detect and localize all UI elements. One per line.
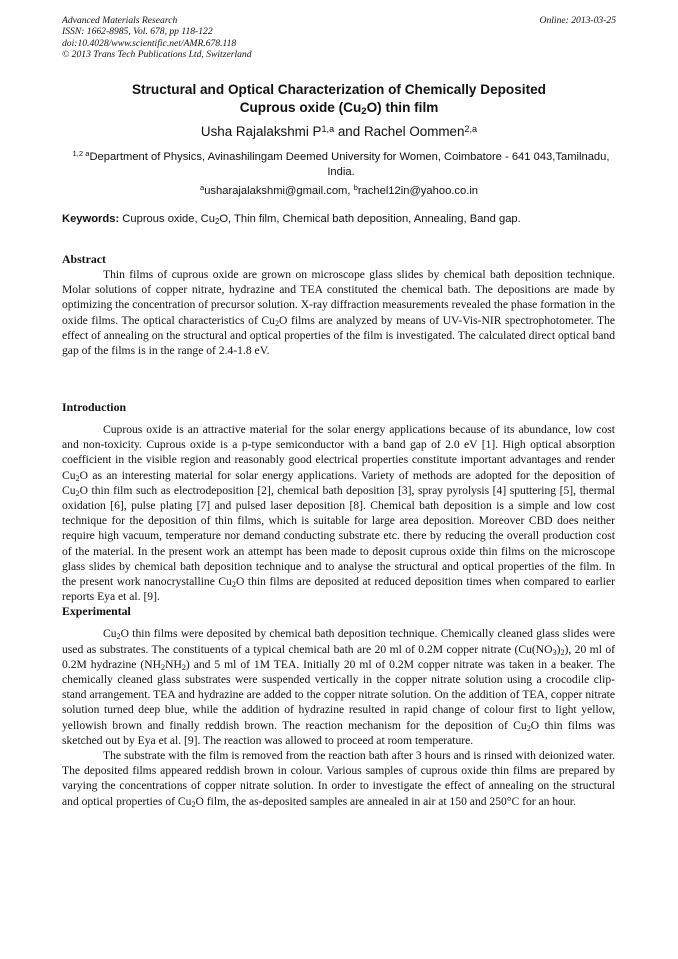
keywords — [62, 212, 618, 227]
paragraph-text: O thin film such as electrodeposition [2], chemical bath deposition [3], spray pyrolysis [4] sputtering [5], thermal oxidation [6], pulse plating [7] and pulsed laser deposition [8]. Chemical bath deposition is a simple and low cost technique for the deposition of thin films, which is suitable for large area deposition. Moreover CBD does neither require high vacuum, temperature nor demand conducting substrate etc. there by reducing the overall production cost of the material. In the present work an attempt has been made to deposit cuprous oxide thin films on the microscope glass slides by chemical bath deposition technique and to analyse the structural and optical properties of the film. In the present work nanocrystalline Cu — [62, 483, 615, 589]
paragraph-text: ), 20 ml of 0.2M hydrazine (NH — [62, 642, 615, 671]
online-date: Online: 2013-03-25 — [539, 15, 616, 26]
abstract-heading: Abstract — [62, 252, 106, 266]
author-emails — [62, 184, 616, 199]
paragraph-text: O films are analyzed by means of UV-Vis-NIR spectrophotometer. The effect of annealing on the structural and optical properties of the film is investigated. The calculated direct optical band gap of the films is in the range of 2.4-1.8 eV. — [62, 313, 616, 358]
paragraph-subscript: 2 — [181, 662, 186, 672]
author-superscript: 1,a — [321, 124, 335, 134]
title-text: O) thin film — [366, 100, 439, 115]
paragraph-text: Thin films of cuprous oxide are grown on microscope glass slides by chemical bath deposition technique. Molar solutions of copper nitrate, hydrazine and TEA constituted the chemical bath. The depositions are made by optimizing the concentration of precursor solution. X-ray diffraction measurements revealed the phase formation in the oxide films. The optical characteristics of Cu — [62, 268, 615, 327]
paragraph-subscript: 2 — [231, 580, 236, 590]
journal-copyright: © 2013 Trans Tech Publications Ltd, Switzerland — [62, 49, 252, 61]
journal-header — [62, 15, 616, 61]
title-line-1: Structural and Optical Characterization of Chemically Deposited — [132, 82, 546, 97]
journal-issn: ISSN: 1662-8985, Vol. 678, pp 118-122 — [62, 26, 213, 38]
paragraph-text: ) — [556, 642, 561, 656]
paragraph-subscript: 3 — [552, 647, 557, 657]
paragraph-subscript: 2 — [274, 318, 280, 328]
introduction-heading: Introduction — [62, 400, 127, 414]
paragraph-subscript: 2 — [161, 662, 166, 672]
paragraph-subscript: 2 — [191, 799, 196, 809]
paper-title — [62, 81, 616, 117]
author-list — [62, 124, 616, 140]
paragraph-text: Cu — [103, 627, 117, 641]
title-line-2 — [62, 99, 616, 117]
affiliation — [72, 150, 610, 180]
author-name: Usha Rajalakshmi P — [200, 124, 322, 139]
journal-name: Advanced Materials Research — [62, 15, 178, 26]
email-superscript: a — [199, 183, 205, 192]
author-superscript: 2,a — [464, 124, 478, 134]
journal-doi: doi:10.4028/www.scientific.net/AMR.678.118 — [62, 37, 237, 49]
keywords-label: Keywords: — [62, 213, 120, 225]
experimental-paragraph — [62, 748, 615, 809]
paragraph-subscript: 2 — [116, 632, 121, 642]
affiliation-text: Department of Physics, Avinashilingam Deemed University for Women, Coimbatore - 641 043,Tamilnadu, India. — [89, 151, 610, 178]
experimental-paragraph — [62, 626, 615, 748]
paragraph-text: O film, the as-deposited samples are annealed in air at 150 and 250°C for an hour. — [195, 794, 576, 808]
abstract-paragraph — [62, 267, 615, 358]
experimental-heading: Experimental — [62, 604, 131, 619]
paragraph-text: NH — [165, 657, 182, 671]
author-name: Rachel Oommen — [363, 124, 465, 139]
keywords-subscript: 2 — [214, 217, 220, 226]
paragraph-subscript: 2 — [526, 723, 531, 733]
email-link[interactable]: rachel12in@yahoo.co.in — [357, 185, 479, 197]
body-sections — [62, 400, 615, 809]
paragraph-text: Cuprous oxide is an attractive material for the solar energy applications because of its abundance, low cost and non-toxicity. Cuprous oxide is a p-type semiconductor with a band gap of 2.0 eV [1]. High optical absorption coefficient in the visible region and reasonably good electrical properties constitute important advantages and render Cu — [62, 423, 615, 482]
title-text: Cuprous oxide (Cu — [239, 100, 362, 115]
paragraph-subscript: 2 — [75, 488, 80, 498]
affiliation-superscript: 1,2 a — [72, 149, 90, 158]
paragraph-subscript: 2 — [560, 647, 565, 657]
keywords-text: Cuprous oxide, Cu — [119, 213, 215, 225]
author-separator: and — [334, 124, 364, 139]
keywords-text: O, Thin film, Chemical bath deposition, Annealing, Band gap. — [219, 213, 521, 225]
title-subscript: 2 — [361, 106, 367, 117]
paragraph-text: O thin films were deposited by chemical bath deposition technique. Chemically cleaned glass slides were used as substrates. The constituents of a typical chemical bath are 20 ml of 0.2M copper nitrate (Cu(NO — [62, 627, 615, 656]
introduction-paragraph — [62, 422, 615, 604]
email-superscript: b — [353, 183, 358, 192]
paragraph-text: O thin films are deposited at reduced deposition times when compared to earlier reports Eya et al. [9]. — [62, 575, 615, 604]
paragraph-text: ) and 5 ml of 1M TEA. Initially 20 ml of 0.2M copper nitrate was taken in a beaker. The chemically cleaned glass substrates were suspended vertically in the copper nitrate solution using a crocodile clip-stand arrangement. TEA and hydrazine are added to the copper nitrate solution. On the addition of TEA, copper nitrate solution turned deep blue, while the addition of hydrazine resulted in rapid change of colour first to light yellow, yellowish brown and finally reddish brown. The reaction mechanism for the deposition of Cu — [62, 657, 615, 732]
paragraph-subscript: 2 — [75, 473, 80, 483]
email-link[interactable]: usharajalakshmi@gmail.com, — [204, 185, 354, 197]
paragraph-text: O as an interesting material for solar energy applications. Variety of methods are adopted for the deposition of Cu — [62, 468, 615, 497]
abstract-section — [62, 252, 615, 358]
paragraph-text: O thin films was sketched out by Eya et al. [9]. The reaction was allowed to proceed at room temperature. — [62, 718, 616, 747]
paragraph-text: The substrate with the film is removed from the reaction bath after 3 hours and is rinsed with deionized water. The deposited films appeared reddish brown in colour. Various samples of cuprous oxide thin films are prepared by varying the concentrations of copper nitrate solution. In order to investigate the effect of annealing on the structural and optical properties of Cu — [62, 749, 615, 808]
